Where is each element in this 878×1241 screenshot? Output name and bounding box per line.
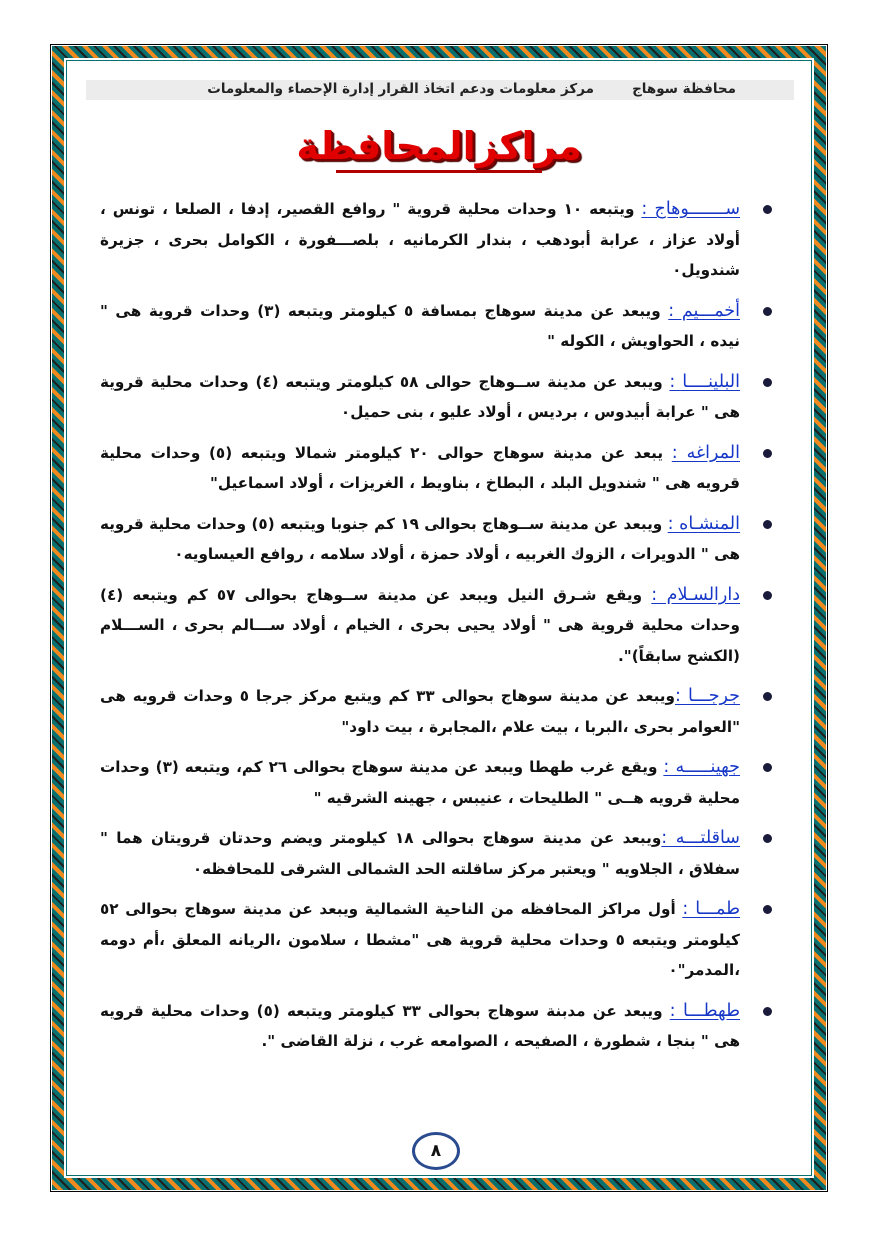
bullet-icon [763, 834, 772, 843]
bullet-icon [763, 449, 772, 458]
center-name: ســـــــوهاج : [641, 199, 740, 219]
page-number: ٨ [412, 1132, 460, 1170]
center-description: أول مراكز المحافظه من الناحية الشمالية ويبعد عن مدينة سوهاج بحوالى ٥٢ كيلومتر ويتبعه ٥ وحدات محلية قروية هى "مشطا ، سلامون ،الريانه المعلق ،أم دومه ،المدمر"٠ [100, 900, 740, 979]
center-name: جهينـــــه : [663, 757, 741, 777]
list-item [100, 367, 772, 428]
bullet-icon [763, 378, 772, 387]
header-department: إدارة الإحصاء والمعلومات [207, 81, 374, 97]
list-item [100, 438, 772, 499]
header-center-name: مركز معلومات ودعم اتخاذ القرار [378, 81, 594, 97]
center-name: طهطـــا : [669, 1000, 741, 1021]
center-name: المراغه : [671, 442, 740, 463]
list-item [100, 996, 772, 1057]
center-name: ساقلتـــه : [661, 828, 740, 848]
list-item [100, 894, 772, 986]
bullet-icon [763, 520, 772, 529]
center-name: البلينــــا : [669, 371, 740, 392]
center-description: ويبعد عن مدينة سوهاج بمسافة ٥ كيلومتر ويتبعه (٣) وحدات قروية هى " نيده ، الحواويش ، الكوله " [100, 301, 740, 350]
bullet-icon [763, 692, 772, 701]
bullet-icon [763, 205, 772, 214]
center-description: ويبعد عن مدينة ســوهاج بحوالى ١٩ كم جنوبا ويتبعه (٥) وحدات محلية قرويه هى " الدويرات ، الزوك الغربيه ، أولاد حمزة ، أولاد سلامه ، روافع العيساويه٠ [100, 514, 740, 563]
list-item [100, 509, 772, 570]
bullet-icon [763, 591, 772, 600]
center-description: يبعد عن مدينة سوهاج حوالى ٢٠ كيلومتر شمالا ويتبعه (٥) وحدات محلية قرويه هى " شندويل البلد ، البطاخ ، بناويط ، الغريزات ، أولاد اسماعيل" [100, 443, 740, 492]
center-name: طمـــا : [682, 899, 740, 919]
centers-list [100, 194, 772, 1067]
center-name: المنشـاه : [667, 513, 741, 534]
header-governorate: محافظة سوهاج [632, 81, 736, 97]
bullet-icon [763, 905, 772, 914]
bullet-icon [763, 307, 772, 316]
bullet-icon [763, 1007, 772, 1016]
title-underline [336, 170, 542, 173]
center-description: ويبعد عن مدينة ســوهاج حوالى ٥٨ كيلومتر ويتبعه (٤) وحدات محلية قروية هى " عرابة أبيدوس ، برديس ، أولاد عليو ، بنى حميل٠ [100, 372, 740, 421]
center-description: ويقع غرب طهطا ويبعد عن مدينة سوهاج بحوالى ٢٦ كم، ويتبعه (٣) وحدات محلية قرويه هــى " الطليحات ، عنيبس ، جهينه الشرقيه " [100, 758, 740, 807]
center-name: أخمـــيم : [668, 300, 740, 321]
center-name: دارالسـلام : [651, 584, 740, 605]
center-description: ويبعد عن مدبنة سوهاج بحوالى ٣٣ كيلومتر ويتبعه (٥) وحدات محلية قرويه هى " بنجا ، شطورة ، الصفيحه ، الصوامعه غرب ، نزلة القاضى ". [100, 1001, 740, 1050]
center-description: ويتبعه ١٠ وحدات محلية قروية " روافع القصير، إدفا ، الصلعا ، تونس ، أولاد عزاز ، عرابة أبودهب ، بندار الكرمانيه ، بلصـــفورة ، الكوامل بحرى ، جزيرة شندويل٠ [100, 200, 740, 279]
bullet-icon [763, 763, 772, 772]
list-item [100, 681, 772, 742]
header-band [86, 80, 794, 100]
list-item [100, 580, 772, 672]
page-title: مراكزالمحافظة [296, 124, 582, 168]
center-name: جرجـــا : [674, 686, 740, 706]
list-item [100, 823, 772, 884]
center-description: ويقع شـرق النيل ويبعد عن مدينة ســوهاج بحوالى ٥٧ كم ويتبعه (٤) وحدات محلية قروية هى " أولاد يحيى بحرى ، الخيام ، أولاد ســـالم بحرى ، الســـلام (الكشح سابقاً)". [100, 585, 740, 665]
list-item [100, 296, 772, 357]
list-item [100, 194, 772, 286]
center-description: ويبعد عن مدينة سوهاج بحوالى ١٨ كيلومتر ويضم وحدتان قرويتان هما " سفلاق ، الجلاويه " ويعتبر مركز ساقلته الحد الشمالى الشرقى للمحافظه٠ [100, 829, 740, 878]
center-description: ويبعد عن مدينة سوهاج بحوالى ٣٣ كم ويتبع مركز جرجا ٥ وحدات قرويه هى "العوامر بحرى ،البربا ، بيت علام ،المجابرة ، بيت داود" [100, 687, 740, 736]
list-item [100, 752, 772, 813]
